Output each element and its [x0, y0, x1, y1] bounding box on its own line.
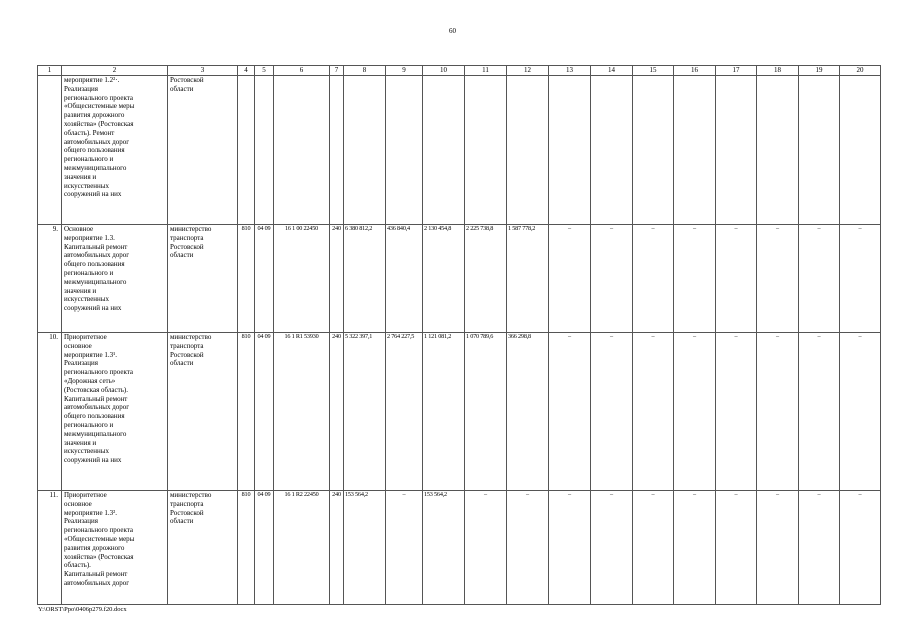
executor [168, 333, 238, 491]
table-row [38, 76, 881, 225]
value-cell: – [716, 491, 757, 605]
activity-name-line: Капитальный ремонт [64, 570, 128, 579]
header-cell: 8 [344, 66, 386, 76]
activity-name-line: сооружений на них [64, 304, 122, 313]
activity-name-line: регионального проекта [64, 526, 134, 535]
value-cell: – [757, 333, 799, 491]
activity-name-line: развития дорожного [64, 111, 125, 120]
activity-name-line: сооружений на них [64, 190, 122, 199]
header-cell: 5 [255, 66, 274, 76]
activity-name-line: хозяйства» (Ростовская [64, 552, 134, 561]
value-cell: – [591, 225, 633, 333]
header-cell: 18 [757, 66, 799, 76]
value-cell: – [591, 491, 633, 605]
value-cell: 2 764 227,5 [386, 333, 423, 491]
value-cell [674, 76, 716, 225]
rzpr-code: 04 09 [255, 333, 274, 491]
activity-name-line: искусственных [64, 447, 109, 456]
header-cell: 15 [633, 66, 674, 76]
value-cell: 436 840,4 [386, 225, 423, 333]
activity-name-line: основное [64, 341, 92, 350]
activity-name-line: общего пользования [64, 146, 125, 155]
executor-line: Ростовской [170, 350, 204, 359]
value-cell: – [799, 491, 840, 605]
vr-code: 240 [330, 225, 344, 333]
activity-name-line: значения и [64, 286, 97, 295]
executor [168, 491, 238, 605]
rzpr-code [255, 76, 274, 225]
value-cell: – [840, 491, 881, 605]
value-cell: 153 564,2 [344, 491, 386, 605]
value-cell: – [633, 491, 674, 605]
activity-name-line: значения и [64, 438, 97, 447]
csr-code: 16 1 R1 53930 [274, 333, 330, 491]
executor [168, 225, 238, 333]
header-cell: 11 [465, 66, 507, 76]
value-cell: – [674, 333, 716, 491]
value-cell: – [633, 333, 674, 491]
value-cell: 153 564,2 [423, 491, 465, 605]
page-number: 60 [449, 27, 456, 35]
header-cell: 2 [62, 66, 168, 76]
activity-name-line: автомобильных дорог [64, 137, 130, 146]
activity-name-line: регионального и [64, 420, 114, 429]
value-cell: 5 322 397,1 [344, 333, 386, 491]
executor [168, 76, 238, 225]
header-cell: 3 [168, 66, 238, 76]
activity-name [62, 491, 168, 605]
activity-name-line: автомобильных дорог [64, 403, 130, 412]
activity-name-line: Капитальный ремонт [64, 242, 128, 251]
value-cell [386, 76, 423, 225]
activity-name-line: Капитальный ремонт [64, 394, 128, 403]
value-cell: 1 121 081,2 [423, 333, 465, 491]
header-cell: 19 [799, 66, 840, 76]
header-cell: 6 [274, 66, 330, 76]
header-cell: 9 [386, 66, 423, 76]
header-cell: 17 [716, 66, 757, 76]
activity-name-line: «Дорожная сеть» [64, 376, 116, 385]
executor-line: транспорта [170, 499, 204, 508]
activity-name-line: Приоритетное [64, 333, 107, 341]
value-cell: – [674, 491, 716, 605]
csr-code [274, 76, 330, 225]
activity-name-line: Основное [64, 225, 94, 233]
activity-name-line: Реализация [64, 517, 98, 526]
activity-name-line: значения и [64, 172, 97, 181]
activity-name-line: основное [64, 499, 92, 508]
activity-name-line: «Общесистемные меры [64, 534, 135, 543]
executor-line: области [170, 84, 194, 93]
rzpr-code: 04 09 [255, 225, 274, 333]
value-cell: – [633, 225, 674, 333]
activity-name-line: регионального и [64, 268, 114, 277]
value-cell: 366 298,8 [507, 333, 549, 491]
activity-name-line: искусственных [64, 181, 109, 190]
value-cell [465, 76, 507, 225]
activity-name-line: регионального и [64, 155, 114, 164]
executor-line: транспорта [170, 341, 204, 350]
activity-name [62, 225, 168, 333]
value-cell: 2 130 454,8 [423, 225, 465, 333]
value-cell [840, 76, 881, 225]
activity-name-line: мероприятие 1.3¹. [64, 350, 118, 359]
value-cell: – [757, 225, 799, 333]
executor-line: министерство [170, 491, 212, 499]
activity-name-line: мероприятие 1.3. [64, 233, 115, 242]
value-cell: – [549, 491, 591, 605]
value-cell: 1 070 789,6 [465, 333, 507, 491]
activity-name-line: автомобильных дорог [64, 578, 130, 587]
activity-name-line: межмуниципального [64, 429, 127, 438]
value-cell [591, 76, 633, 225]
value-cell: 6 380 812,2 [344, 225, 386, 333]
header-cell: 10 [423, 66, 465, 76]
value-cell: – [840, 333, 881, 491]
row-number: 9. [38, 225, 62, 333]
budget-table [37, 65, 881, 605]
activity-name-line: «Общесистемные меры [64, 102, 135, 111]
activity-name-line: искусственных [64, 295, 109, 304]
value-cell [757, 76, 799, 225]
value-cell: – [465, 491, 507, 605]
value-cell [549, 76, 591, 225]
activity-name-line: область). Ремонт [64, 128, 115, 137]
activity-name-line: Реализация [64, 84, 98, 93]
executor-line: транспорта [170, 233, 204, 242]
activity-name-line: Реализация [64, 359, 98, 368]
executor-line: министерство [170, 225, 212, 233]
activity-name-line: область). [64, 561, 91, 570]
row-number [38, 76, 62, 225]
table-row [38, 491, 881, 605]
row-number: 10. [38, 333, 62, 491]
activity-name [62, 76, 168, 225]
header-cell: 1 [38, 66, 62, 76]
activity-name-line: развития дорожного [64, 543, 125, 552]
value-cell [507, 76, 549, 225]
value-cell: – [549, 333, 591, 491]
value-cell: 2 225 738,8 [465, 225, 507, 333]
executor-line: области [170, 517, 194, 526]
value-cell [633, 76, 674, 225]
value-cell: – [716, 225, 757, 333]
activity-name-line: регионального проекта [64, 368, 134, 377]
table-row [38, 333, 881, 491]
value-cell: – [840, 225, 881, 333]
activity-name-line: общего пользования [64, 260, 125, 269]
vr-code [330, 76, 344, 225]
executor-line: области [170, 359, 194, 368]
activity-name-line: (Ростовская область). [64, 385, 128, 394]
activity-name-line: общего пользования [64, 412, 125, 421]
activity-name-line: мероприятие 1.2²·. [64, 76, 120, 84]
executor-line: Ростовской [170, 508, 204, 517]
table-row [38, 225, 881, 333]
grbs-code: 810 [238, 491, 255, 605]
activity-name-line: регионального проекта [64, 93, 134, 102]
activity-name-line: мероприятие 1.3². [64, 508, 118, 517]
value-cell: – [799, 333, 840, 491]
csr-code: 16 1 R2 22450 [274, 491, 330, 605]
header-cell: 4 [238, 66, 255, 76]
grbs-code [238, 76, 255, 225]
activity-name-line: сооружений на них [64, 456, 122, 465]
value-cell: – [591, 333, 633, 491]
executor-line: области [170, 251, 194, 260]
activity-name-line: Приоритетное [64, 491, 107, 499]
activity-name [62, 333, 168, 491]
rzpr-code: 04 09 [255, 491, 274, 605]
value-cell: – [507, 491, 549, 605]
activity-name-line: межмуниципального [64, 277, 127, 286]
value-cell: – [674, 225, 716, 333]
vr-code: 240 [330, 333, 344, 491]
value-cell [423, 76, 465, 225]
grbs-code: 810 [238, 333, 255, 491]
csr-code: 16 1 00 22450 [274, 225, 330, 333]
value-cell: – [716, 333, 757, 491]
header-cell: 16 [674, 66, 716, 76]
header-cell: 20 [840, 66, 881, 76]
grbs-code: 810 [238, 225, 255, 333]
activity-name-line: хозяйства» (Ростовская [64, 119, 134, 128]
activity-name-line: автомобильных дорог [64, 251, 130, 260]
header-cell: 13 [549, 66, 591, 76]
header-row [38, 66, 881, 76]
value-cell: – [757, 491, 799, 605]
executor-line: Ростовской [170, 242, 204, 251]
footer-file-path: Y:\ORST\Ppo\0406p279.f20.docx [38, 606, 127, 613]
value-cell [344, 76, 386, 225]
executor-line: Ростовской [170, 76, 204, 84]
header-cell: 12 [507, 66, 549, 76]
activity-name-line: межмуниципального [64, 163, 127, 172]
row-number: 11. [38, 491, 62, 605]
vr-code: 240 [330, 491, 344, 605]
value-cell: 1 587 778,2 [507, 225, 549, 333]
header-cell: 7 [330, 66, 344, 76]
value-cell [799, 76, 840, 225]
header-cell: 14 [591, 66, 633, 76]
value-cell: – [549, 225, 591, 333]
value-cell [716, 76, 757, 225]
executor-line: министерство [170, 333, 212, 341]
value-cell: – [799, 225, 840, 333]
value-cell: – [386, 491, 423, 605]
